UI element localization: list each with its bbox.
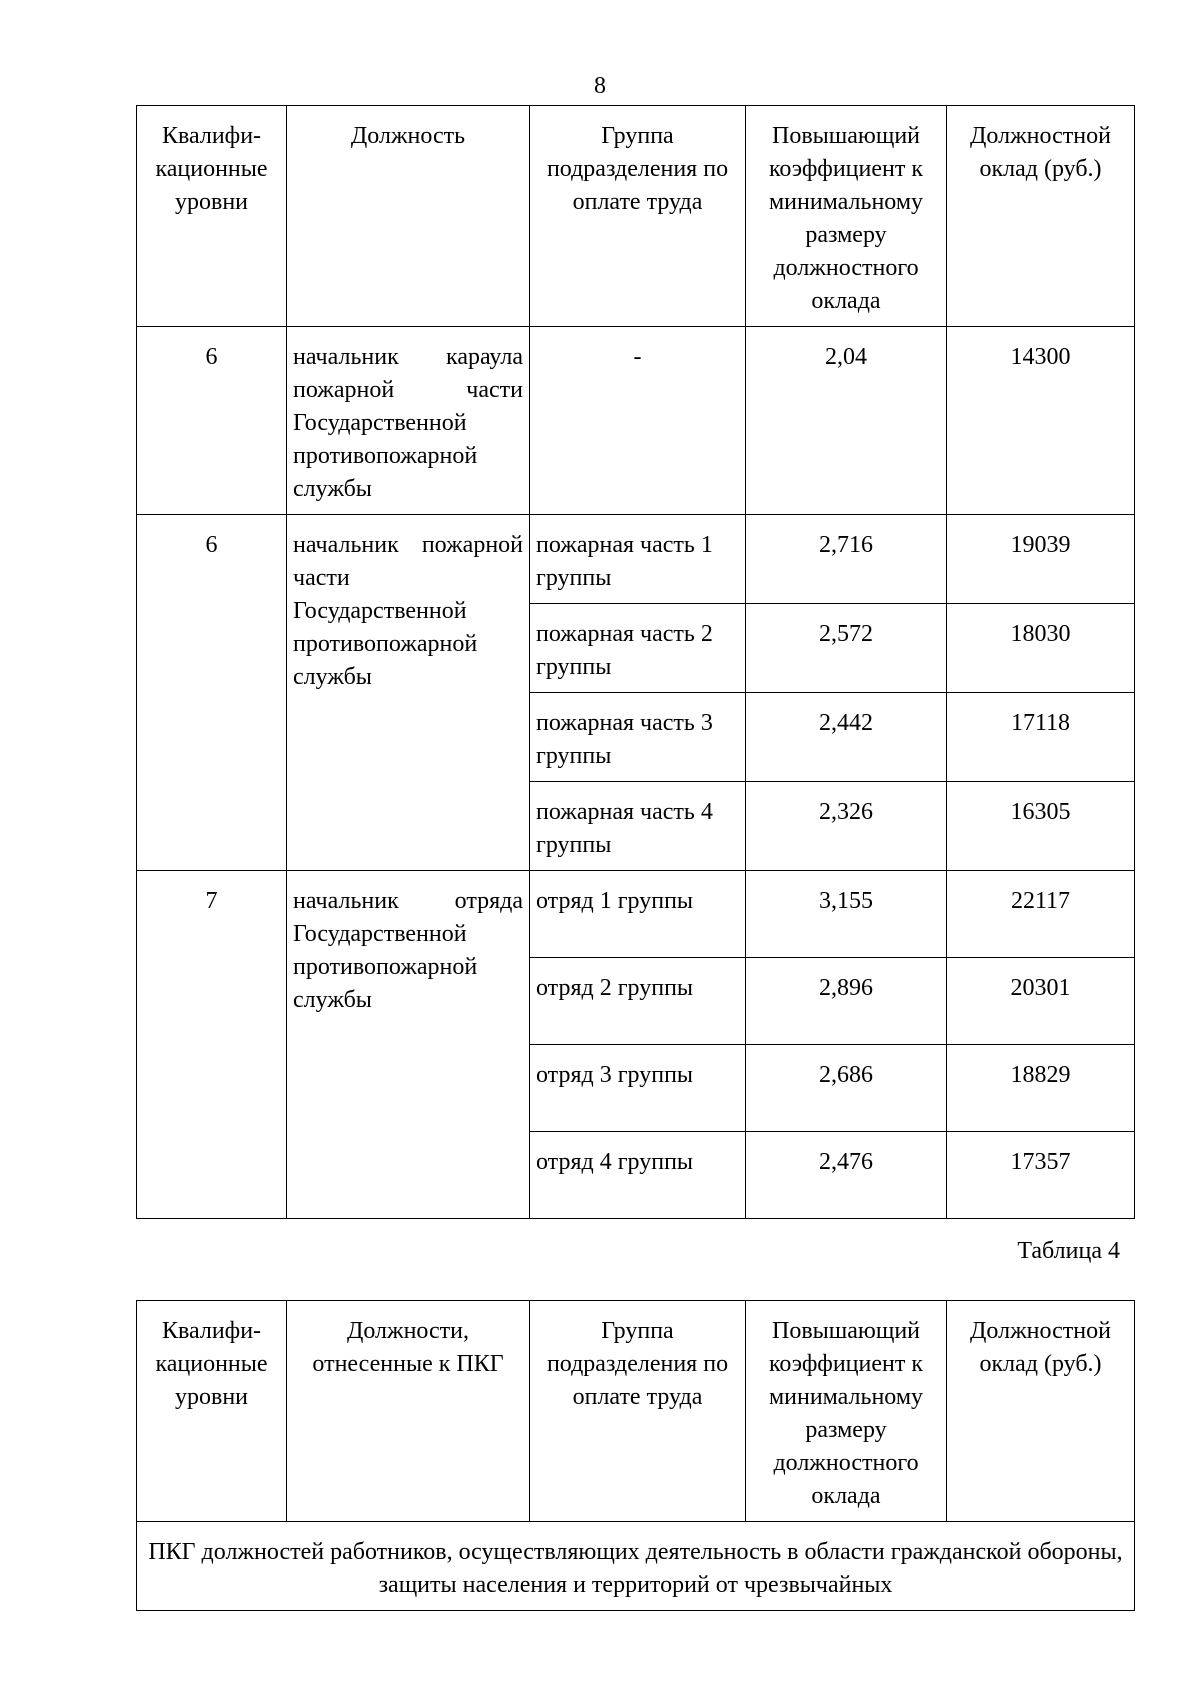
salary-cell: 17357	[947, 1132, 1135, 1219]
header-coefficient: Повышающий коэффициент к минимальному размеру должностного оклада	[746, 1301, 947, 1522]
salary-cell: 18829	[947, 1045, 1135, 1132]
coefficient-cell: 2,716	[746, 515, 947, 604]
table-header-row	[137, 106, 1135, 327]
group-cell: отряд 2 группы	[530, 958, 746, 1045]
coefficient-cell: 2,896	[746, 958, 947, 1045]
level-cell: 6	[137, 515, 287, 871]
table-header-row	[137, 1301, 1135, 1522]
group-cell: -	[530, 327, 746, 515]
salary-cell: 16305	[947, 782, 1135, 871]
salary-cell: 22117	[947, 871, 1135, 958]
table-4-caption: Таблица 4	[1017, 1238, 1120, 1264]
section-title: ПКГ должностей работников, осуществляющих деятельность в области гражданской обороны, защиты населения и территорий от чрезвычайных	[137, 1522, 1135, 1611]
salary-cell: 19039	[947, 515, 1135, 604]
group-cell: пожарная часть 4 группы	[530, 782, 746, 871]
coefficient-cell: 2,326	[746, 782, 947, 871]
salary-table-3	[136, 105, 1135, 1219]
position-cell: начальник отряда Государственной противопожарной службы	[287, 871, 530, 1219]
page-number: 8	[594, 73, 606, 99]
salary-cell: 20301	[947, 958, 1135, 1045]
header-coefficient: Повышающий коэффициент к минимальному размеру должностного оклада	[746, 106, 947, 327]
header-level: Квалифи-кационные уровни	[137, 106, 287, 327]
position-cell: начальник караула пожарной части Государственной противопожарной службы	[287, 327, 530, 515]
level-cell: 6	[137, 327, 287, 515]
coefficient-cell: 2,442	[746, 693, 947, 782]
group-cell: отряд 4 группы	[530, 1132, 746, 1219]
header-position: Должности, отнесенные к ПКГ	[287, 1301, 530, 1522]
header-group: Группа подразделения по оплате труда	[530, 106, 746, 327]
header-level: Квалифи-кационные уровни	[137, 1301, 287, 1522]
table-row	[137, 515, 1135, 604]
table-section-row	[137, 1522, 1135, 1611]
coefficient-cell: 2,476	[746, 1132, 947, 1219]
header-salary: Должностной оклад (руб.)	[947, 1301, 1135, 1522]
coefficient-cell: 2,572	[746, 604, 947, 693]
salary-cell: 18030	[947, 604, 1135, 693]
salary-cell: 14300	[947, 327, 1135, 515]
group-cell: пожарная часть 2 группы	[530, 604, 746, 693]
level-cell: 7	[137, 871, 287, 1219]
header-position: Должность	[287, 106, 530, 327]
salary-table-4	[136, 1300, 1135, 1611]
position-cell: начальник пожарной части Государственной противопожарной службы	[287, 515, 530, 871]
group-cell: пожарная часть 3 группы	[530, 693, 746, 782]
group-cell: отряд 1 группы	[530, 871, 746, 958]
coefficient-cell: 2,686	[746, 1045, 947, 1132]
header-group: Группа подразделения по оплате труда	[530, 1301, 746, 1522]
group-cell: пожарная часть 1 группы	[530, 515, 746, 604]
coefficient-cell: 2,04	[746, 327, 947, 515]
table-row	[137, 871, 1135, 958]
salary-cell: 17118	[947, 693, 1135, 782]
coefficient-cell: 3,155	[746, 871, 947, 958]
table-row	[137, 327, 1135, 515]
header-salary: Должностной оклад (руб.)	[947, 106, 1135, 327]
group-cell: отряд 3 группы	[530, 1045, 746, 1132]
